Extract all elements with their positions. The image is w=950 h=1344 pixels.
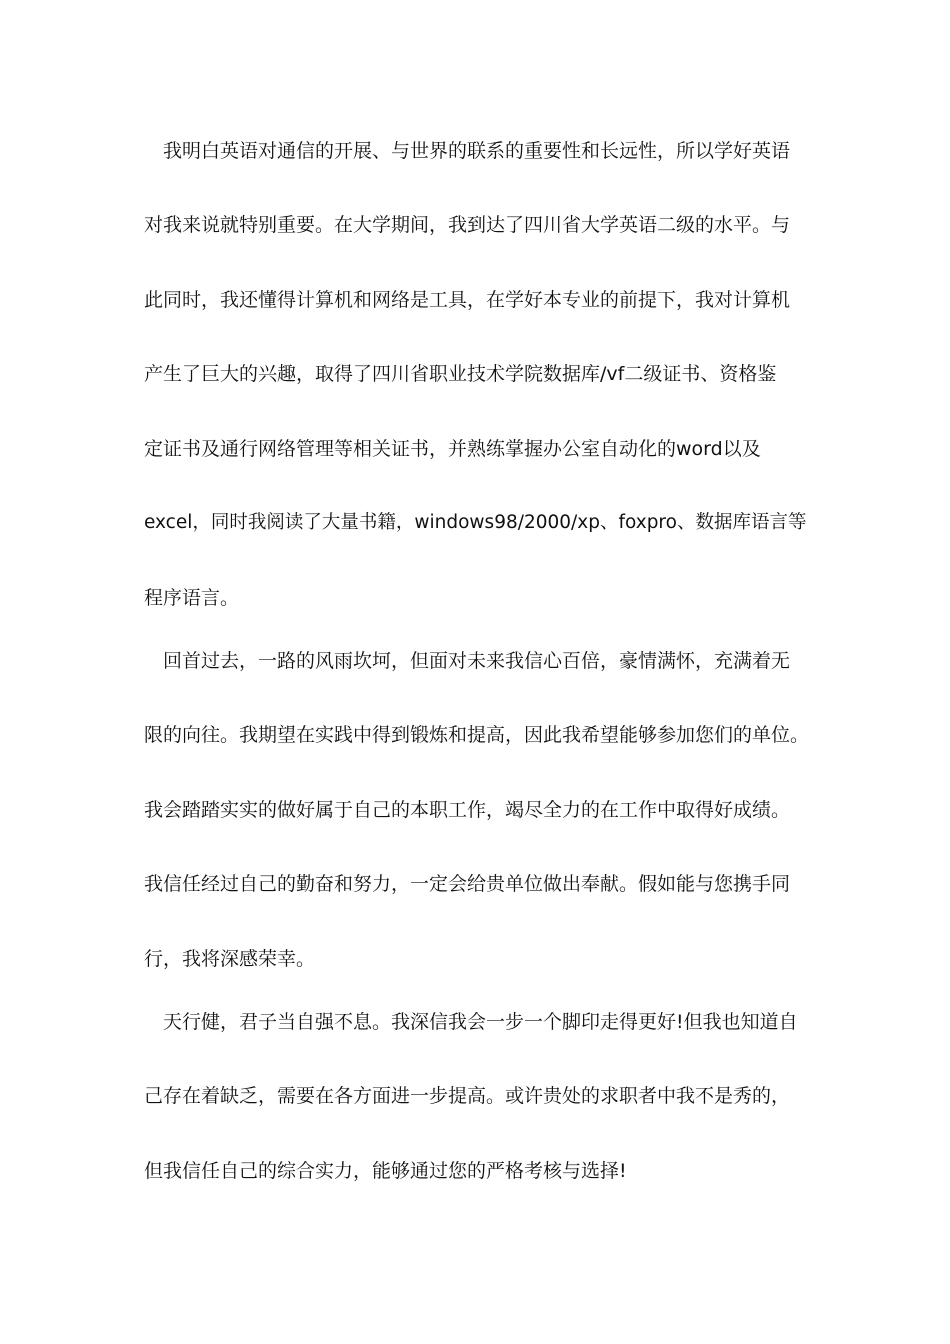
- paragraph-3-line-3: 但我信任自己的综合实力，能够通过您的严格考核与选择!: [144, 1160, 627, 1182]
- paragraph-1-line-1: 我明白英语对通信的开展、与世界的联系的重要性和长远性，所以学好英语: [163, 140, 791, 162]
- paragraph-1-line-4: 产生了巨大的兴趣，取得了四川省职业技术学院数据库/vf二级证书、资格鉴: [144, 363, 777, 385]
- paragraph-2-line-3: 我会踏踏实实的做好属于自己的本职工作，竭尽全力的在工作中取得好成绩。: [144, 799, 791, 821]
- paragraph-1-line-7: 程序语言。: [144, 587, 240, 609]
- paragraph-2-line-5: 行，我将深感荣幸。: [144, 948, 316, 970]
- paragraph-3-line-2: 己存在着缺乏，需要在各方面进一步提高。或许贵处的求职者中我不是秀的，: [144, 1085, 791, 1107]
- paragraph-2-line-4: 我信任经过自己的勤奋和努力，一定会给贵单位做出奉献。假如能与您携手同: [144, 873, 791, 895]
- paragraph-2-line-1: 回首过去，一路的风雨坎坷，但面对未来我信心百倍，豪情满怀，充满着无: [163, 650, 791, 672]
- paragraph-1-line-5: 定证书及通行网络管理等相关证书，并熟练掌握办公室自动化的word以及: [144, 438, 761, 460]
- paragraph-2-line-2: 限的向往。我期望在实践中得到锻炼和提高，因此我希望能够参加您们的单位。: [144, 724, 810, 746]
- paragraph-1-line-6: excel，同时我阅读了大量书籍，windows98/2000/xp、foxpro、数据库语言等: [144, 512, 807, 533]
- paragraph-1-line-3: 此同时，我还懂得计算机和网络是工具，在学好本专业的前提下，我对计算机: [144, 289, 791, 311]
- paragraph-1-line-2: 对我来说就特别重要。在大学期间，我到达了四川省大学英语二级的水平。与: [144, 214, 791, 236]
- paragraph-3-line-1: 天行健，君子当自强不息。我深信我会一步一个脚印走得更好!但我也知道自: [163, 1011, 798, 1033]
